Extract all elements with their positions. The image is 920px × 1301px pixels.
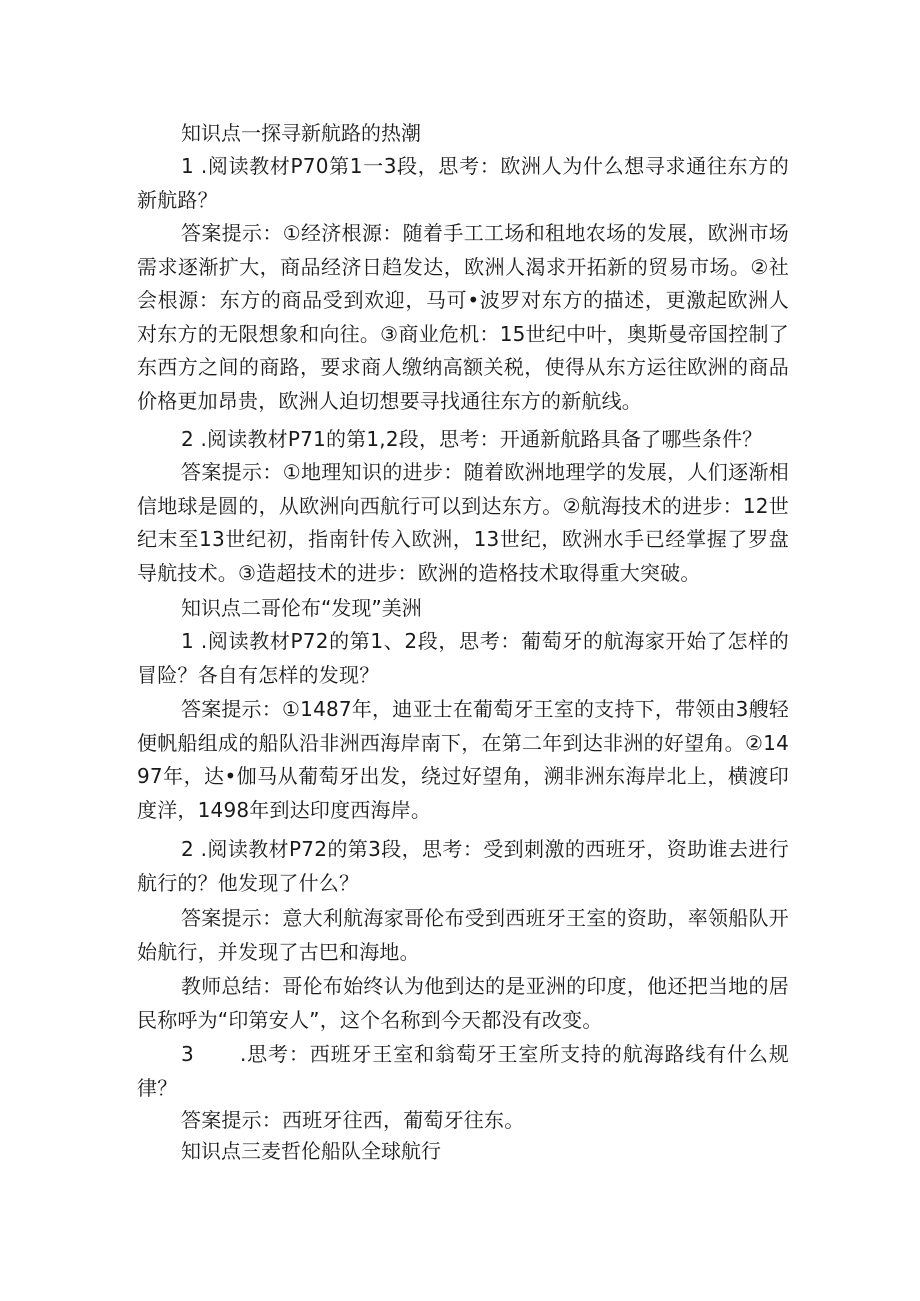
- answer-paragraph: 答案提示：意大利航海家哥伦布受到西班牙王室的资助，率领船队开始航行，并发现了古巴和海地。: [137, 906, 789, 964]
- section-heading-2: 知识点二哥伦布“发现”美洲: [181, 596, 422, 620]
- answer-paragraph: 答案提示：①1487年，迪亚士在葡萄牙王室的支持下，带领由3艘轻便帆船组成的船队沿非洲西海岸南下，在第二年到达非洲的好望角。②1497年，达•伽马从葡萄牙出发，绕过好望角，溯非洲东海岸北上，横渡印度洋，1498年到达印度西海岸。: [137, 697, 789, 822]
- question-paragraph: 1 .阅读教材P70第1一3段，思考：欧洲人为什么想寻求通往东方的新航路？: [137, 154, 789, 212]
- question-paragraph: 2 .阅读教材P71的第1,2段，思考：开通新航路具备了哪些条件？: [181, 427, 763, 451]
- question-number: 3: [181, 1042, 194, 1066]
- answer-paragraph: 答案提示：①地理知识的进步：随着欧洲地理学的发展，人们逐渐相信地球是圆的，从欧洲向西航行可以到达东方。②航海技术的进步：12世纪末至13世纪初，指南针传入欧洲，13世纪，欧洲水手已经掌握了罗盘导航技术。③造超技术的进步：欧洲的造格技术取得重大突破。: [137, 460, 789, 585]
- section-heading-3: 知识点三麦哲伦船队全球航行: [181, 1139, 441, 1163]
- summary-paragraph: 教师总结：哥伦布始终认为他到达的是亚洲的印度，他还把当地的居民称呼为“印第安人”，这个名称到今天都没有改变。: [137, 974, 789, 1032]
- answer-paragraph: 答案提示：①经济根源：随着手工工场和租地农场的发展，欧洲市场需求逐渐扩大，商品经济日趋发达，欧洲人渴求开拓新的贸易市场。②社会根源：东方的商品受到欢迎，马可•波罗对东方的描述，更激起欧洲人对东方的无限想象和向往。③商业危机：15世纪中叶，奥斯曼帝国控制了东西方之间的商路，要求商人缴纳高额关税，使得从东方运往欧洲的商品价格更加昂贵，欧洲人迫切想要寻找通往东方的新航线。: [137, 221, 789, 413]
- question-paragraph: [137, 1038, 789, 1105]
- question-paragraph: 2 .阅读教材P72的第3段，思考：受到刺激的西班牙，资助谁去进行航行的？他发现了什么？: [137, 837, 789, 895]
- answer-paragraph: 答案提示：西班牙往西，葡萄牙往东。: [181, 1108, 525, 1132]
- question-paragraph: 1 .阅读教材P72的第1、2段，思考：葡萄牙的航海家开始了怎样的冒险？各自有怎样的发现？: [137, 629, 789, 687]
- question-text: .思考：西班牙王室和翁萄牙王室所支持的航海路线有什么规律？: [137, 1042, 789, 1100]
- section-heading-1: 知识点一探寻新航路的热潮: [181, 121, 421, 145]
